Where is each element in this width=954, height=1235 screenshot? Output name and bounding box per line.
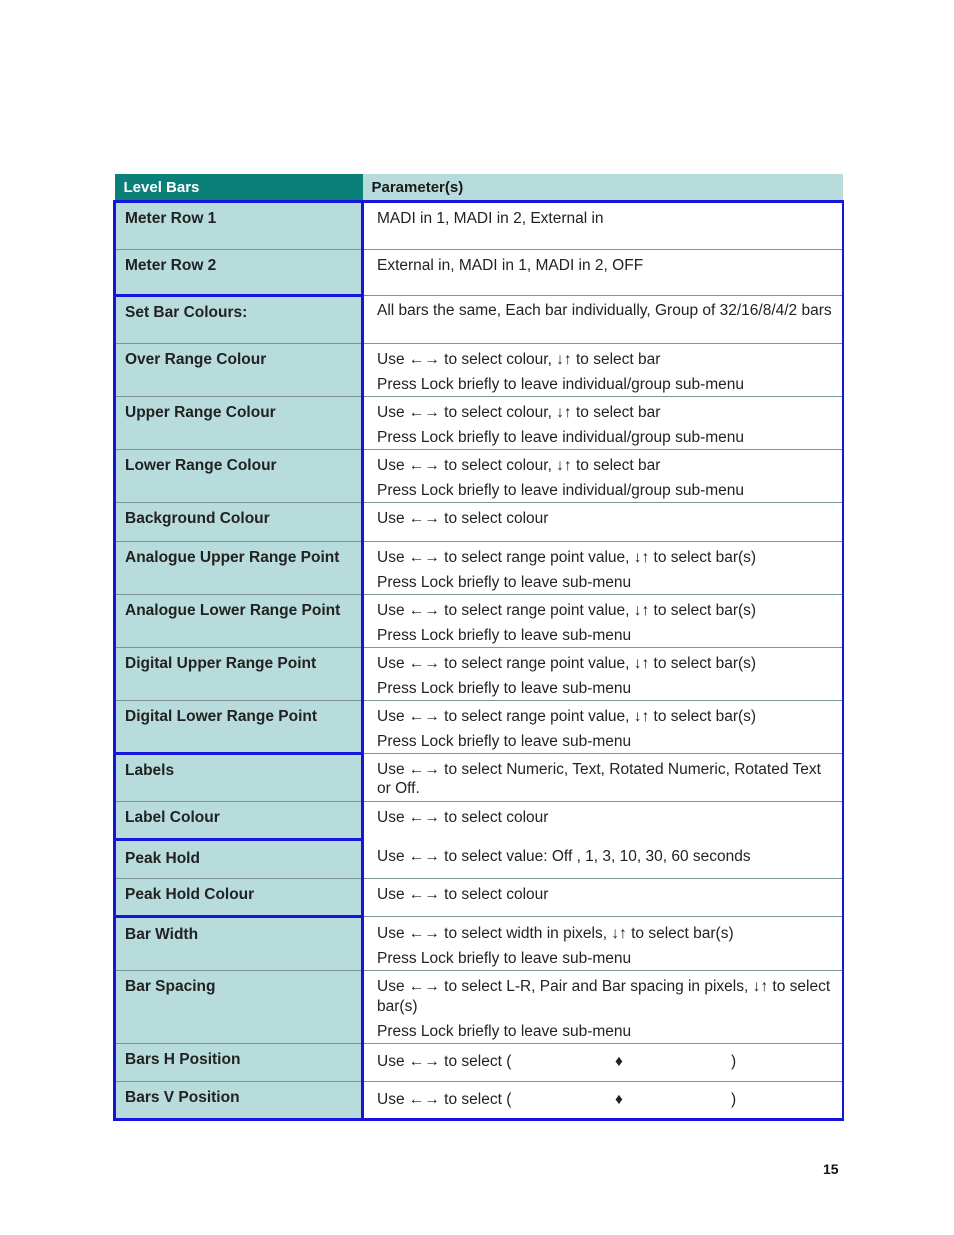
table-row bbox=[115, 1043, 843, 1081]
param-line: Press Lock briefly to leave sub-menu bbox=[377, 626, 632, 644]
param-line: Press Lock briefly to leave individual/group sub-menu bbox=[377, 375, 745, 393]
table-row bbox=[115, 647, 843, 700]
table-row bbox=[115, 753, 843, 801]
table-row bbox=[115, 201, 843, 249]
param-line: Use ←→ to select colour bbox=[377, 885, 549, 903]
param-text: Use ←→ to select ( bbox=[377, 1052, 512, 1070]
param-line: Use ←→ to select range point value, ↓↑ to select bar(s) bbox=[377, 548, 757, 566]
row-name: Bar Spacing bbox=[115, 970, 363, 1043]
param-line: Use ←→ to select colour bbox=[377, 808, 549, 826]
param-text-close: ) bbox=[731, 1090, 737, 1108]
table-row bbox=[115, 541, 843, 594]
row-name: Label Colour bbox=[115, 801, 363, 839]
row-params bbox=[363, 502, 843, 541]
row-params bbox=[363, 753, 843, 801]
table-header-row bbox=[115, 174, 843, 201]
diamond-icon: ♦ bbox=[615, 1052, 623, 1070]
param-line: Press Lock briefly to leave individual/group sub-menu bbox=[377, 428, 745, 446]
param-line: Use ←→ to select value: Off , 1, 3, 10, 30, 60 seconds bbox=[377, 848, 751, 865]
diamond-icon: ♦ bbox=[615, 1090, 623, 1108]
param-line: Use ←→ to select colour, ↓↑ to select bar bbox=[377, 456, 661, 474]
table-row bbox=[115, 343, 843, 396]
table-row bbox=[115, 970, 843, 1043]
row-params bbox=[363, 396, 843, 449]
row-name: Lower Range Colour bbox=[115, 449, 363, 502]
table-row bbox=[115, 839, 843, 878]
parameter-table bbox=[113, 174, 844, 1121]
row-params bbox=[363, 647, 843, 700]
header-level-bars: Level Bars bbox=[115, 174, 363, 201]
row-params bbox=[363, 839, 843, 878]
row-name: Digital Upper Range Point bbox=[115, 647, 363, 700]
page-number: 15 bbox=[823, 1161, 839, 1177]
param-line: Use ←→ to select L-R, Pair and Bar spacing in pixels, ↓↑ to select bar(s) bbox=[377, 977, 831, 1015]
param-line: Press Lock briefly to leave individual/group sub-menu bbox=[377, 481, 745, 499]
table-row bbox=[115, 1081, 843, 1119]
row-params bbox=[363, 594, 843, 647]
table-row bbox=[115, 502, 843, 541]
param-line: Press Lock briefly to leave sub-menu bbox=[377, 1022, 632, 1040]
param-line: Press Lock briefly to leave sub-menu bbox=[377, 573, 632, 591]
row-name: Peak Hold Colour bbox=[115, 878, 363, 916]
row-name: Bars V Position bbox=[115, 1081, 363, 1119]
row-params bbox=[363, 1081, 843, 1119]
param-line: Press Lock briefly to leave sub-menu bbox=[377, 732, 632, 750]
row-params bbox=[363, 1043, 843, 1081]
row-name: Over Range Colour bbox=[115, 343, 363, 396]
param-line: Press Lock briefly to leave sub-menu bbox=[377, 949, 632, 967]
row-params bbox=[363, 700, 843, 753]
row-params bbox=[363, 343, 843, 396]
param-line bbox=[377, 1052, 836, 1072]
param-line: Use ←→ to select range point value, ↓↑ to select bar(s) bbox=[377, 654, 757, 672]
param-line: All bars the same, Each bar individually, Group of 32/16/8/4/2 bars bbox=[377, 301, 832, 319]
row-name: Meter Row 1 bbox=[115, 201, 363, 249]
row-name: Digital Lower Range Point bbox=[115, 700, 363, 753]
param-line: Use ←→ to select width in pixels, ↓↑ to select bar(s) bbox=[377, 924, 734, 942]
table-row bbox=[115, 878, 843, 916]
param-line: Use ←→ to select colour, ↓↑ to select bar bbox=[377, 350, 661, 368]
param-text: Use ←→ to select ( bbox=[377, 1090, 512, 1108]
row-name: Upper Range Colour bbox=[115, 396, 363, 449]
param-line bbox=[377, 1090, 836, 1110]
row-name: Labels bbox=[115, 753, 363, 801]
row-params bbox=[363, 878, 843, 916]
row-params bbox=[363, 249, 843, 295]
param-line: Use ←→ to select colour bbox=[377, 509, 549, 527]
row-name: Set Bar Colours: bbox=[115, 295, 363, 343]
row-name: Bars H Position bbox=[115, 1043, 363, 1081]
table-row bbox=[115, 249, 843, 295]
row-params bbox=[363, 970, 843, 1043]
row-name: Background Colour bbox=[115, 502, 363, 541]
row-params bbox=[363, 449, 843, 502]
row-name: Analogue Lower Range Point bbox=[115, 594, 363, 647]
param-line: External in, MADI in 1, MADI in 2, OFF bbox=[377, 256, 644, 274]
row-name: Analogue Upper Range Point bbox=[115, 541, 363, 594]
param-line: Use ←→ to select Numeric, Text, Rotated Numeric, Rotated Text or Off. bbox=[377, 760, 821, 797]
row-name: Peak Hold bbox=[115, 839, 363, 878]
table-row bbox=[115, 449, 843, 502]
table-row bbox=[115, 916, 843, 970]
param-line: MADI in 1, MADI in 2, External in bbox=[377, 209, 604, 227]
table-row bbox=[115, 594, 843, 647]
header-parameters: Parameter(s) bbox=[363, 174, 843, 201]
param-text-close: ) bbox=[731, 1052, 737, 1070]
table-row bbox=[115, 396, 843, 449]
table-row bbox=[115, 295, 843, 343]
row-name: Meter Row 2 bbox=[115, 249, 363, 295]
row-params bbox=[363, 916, 843, 970]
row-params bbox=[363, 801, 843, 839]
table-row bbox=[115, 700, 843, 753]
param-line: Use ←→ to select range point value, ↓↑ to select bar(s) bbox=[377, 707, 757, 725]
param-line: Use ←→ to select range point value, ↓↑ to select bar(s) bbox=[377, 601, 757, 619]
param-line: Press Lock briefly to leave sub-menu bbox=[377, 679, 632, 697]
row-name: Bar Width bbox=[115, 916, 363, 970]
row-params bbox=[363, 295, 843, 343]
param-line: Use ←→ to select colour, ↓↑ to select bar bbox=[377, 403, 661, 421]
row-params bbox=[363, 201, 843, 249]
row-params bbox=[363, 541, 843, 594]
table-row bbox=[115, 801, 843, 839]
